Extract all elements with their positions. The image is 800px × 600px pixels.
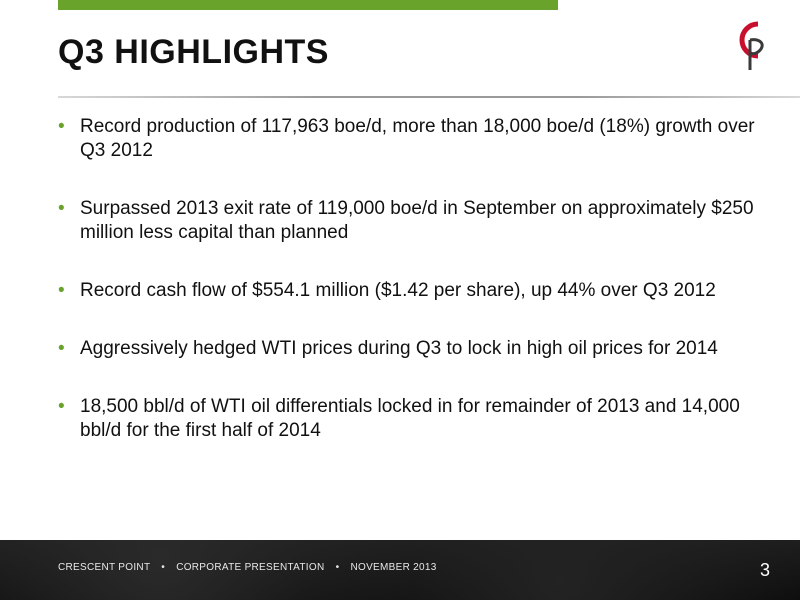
bullet-icon: • <box>58 116 65 137</box>
footer-separator: • <box>335 562 340 573</box>
bullet-icon: • <box>58 198 65 219</box>
list-item <box>58 279 758 303</box>
bullet-text: Surpassed 2013 exit rate of 119,000 boe/d in September on approximately $250 million less capital than planned <box>80 198 754 243</box>
bullet-text: 18,500 bbl/d of WTI oil differentials locked in for remainder of 2013 and 14,000 bbl/d for the first half of 2014 <box>80 396 740 441</box>
bullet-text: Aggressively hedged WTI prices during Q3 to lock in high oil prices for 2014 <box>80 338 718 359</box>
slide-title: Q3 HIGHLIGHTS <box>58 33 329 71</box>
footer-bar <box>0 540 800 600</box>
footer-date: NOVEMBER 2013 <box>350 562 437 573</box>
bullet-text: Record cash flow of $554.1 million ($1.42 per share), up 44% over Q3 2012 <box>80 280 716 301</box>
footer-text <box>58 562 437 573</box>
bullet-icon: • <box>58 338 65 359</box>
bullet-icon: • <box>58 280 65 301</box>
bullet-text: Record production of 117,963 boe/d, more than 18,000 boe/d (18%) growth over Q3 2012 <box>80 116 755 161</box>
footer-separator: • <box>161 562 166 573</box>
page-number: 3 <box>759 560 770 580</box>
title-divider <box>58 96 800 98</box>
top-accent-bar <box>58 0 558 10</box>
list-item <box>58 115 758 163</box>
list-item <box>58 337 758 361</box>
footer-company: CRESCENT POINT <box>58 562 151 573</box>
footer-presentation: CORPORATE PRESENTATION <box>176 562 325 573</box>
list-item <box>58 395 758 443</box>
highlights-list <box>58 115 758 477</box>
crescent-point-logo-icon <box>728 14 770 74</box>
list-item <box>58 197 758 245</box>
bullet-icon: • <box>58 396 65 417</box>
